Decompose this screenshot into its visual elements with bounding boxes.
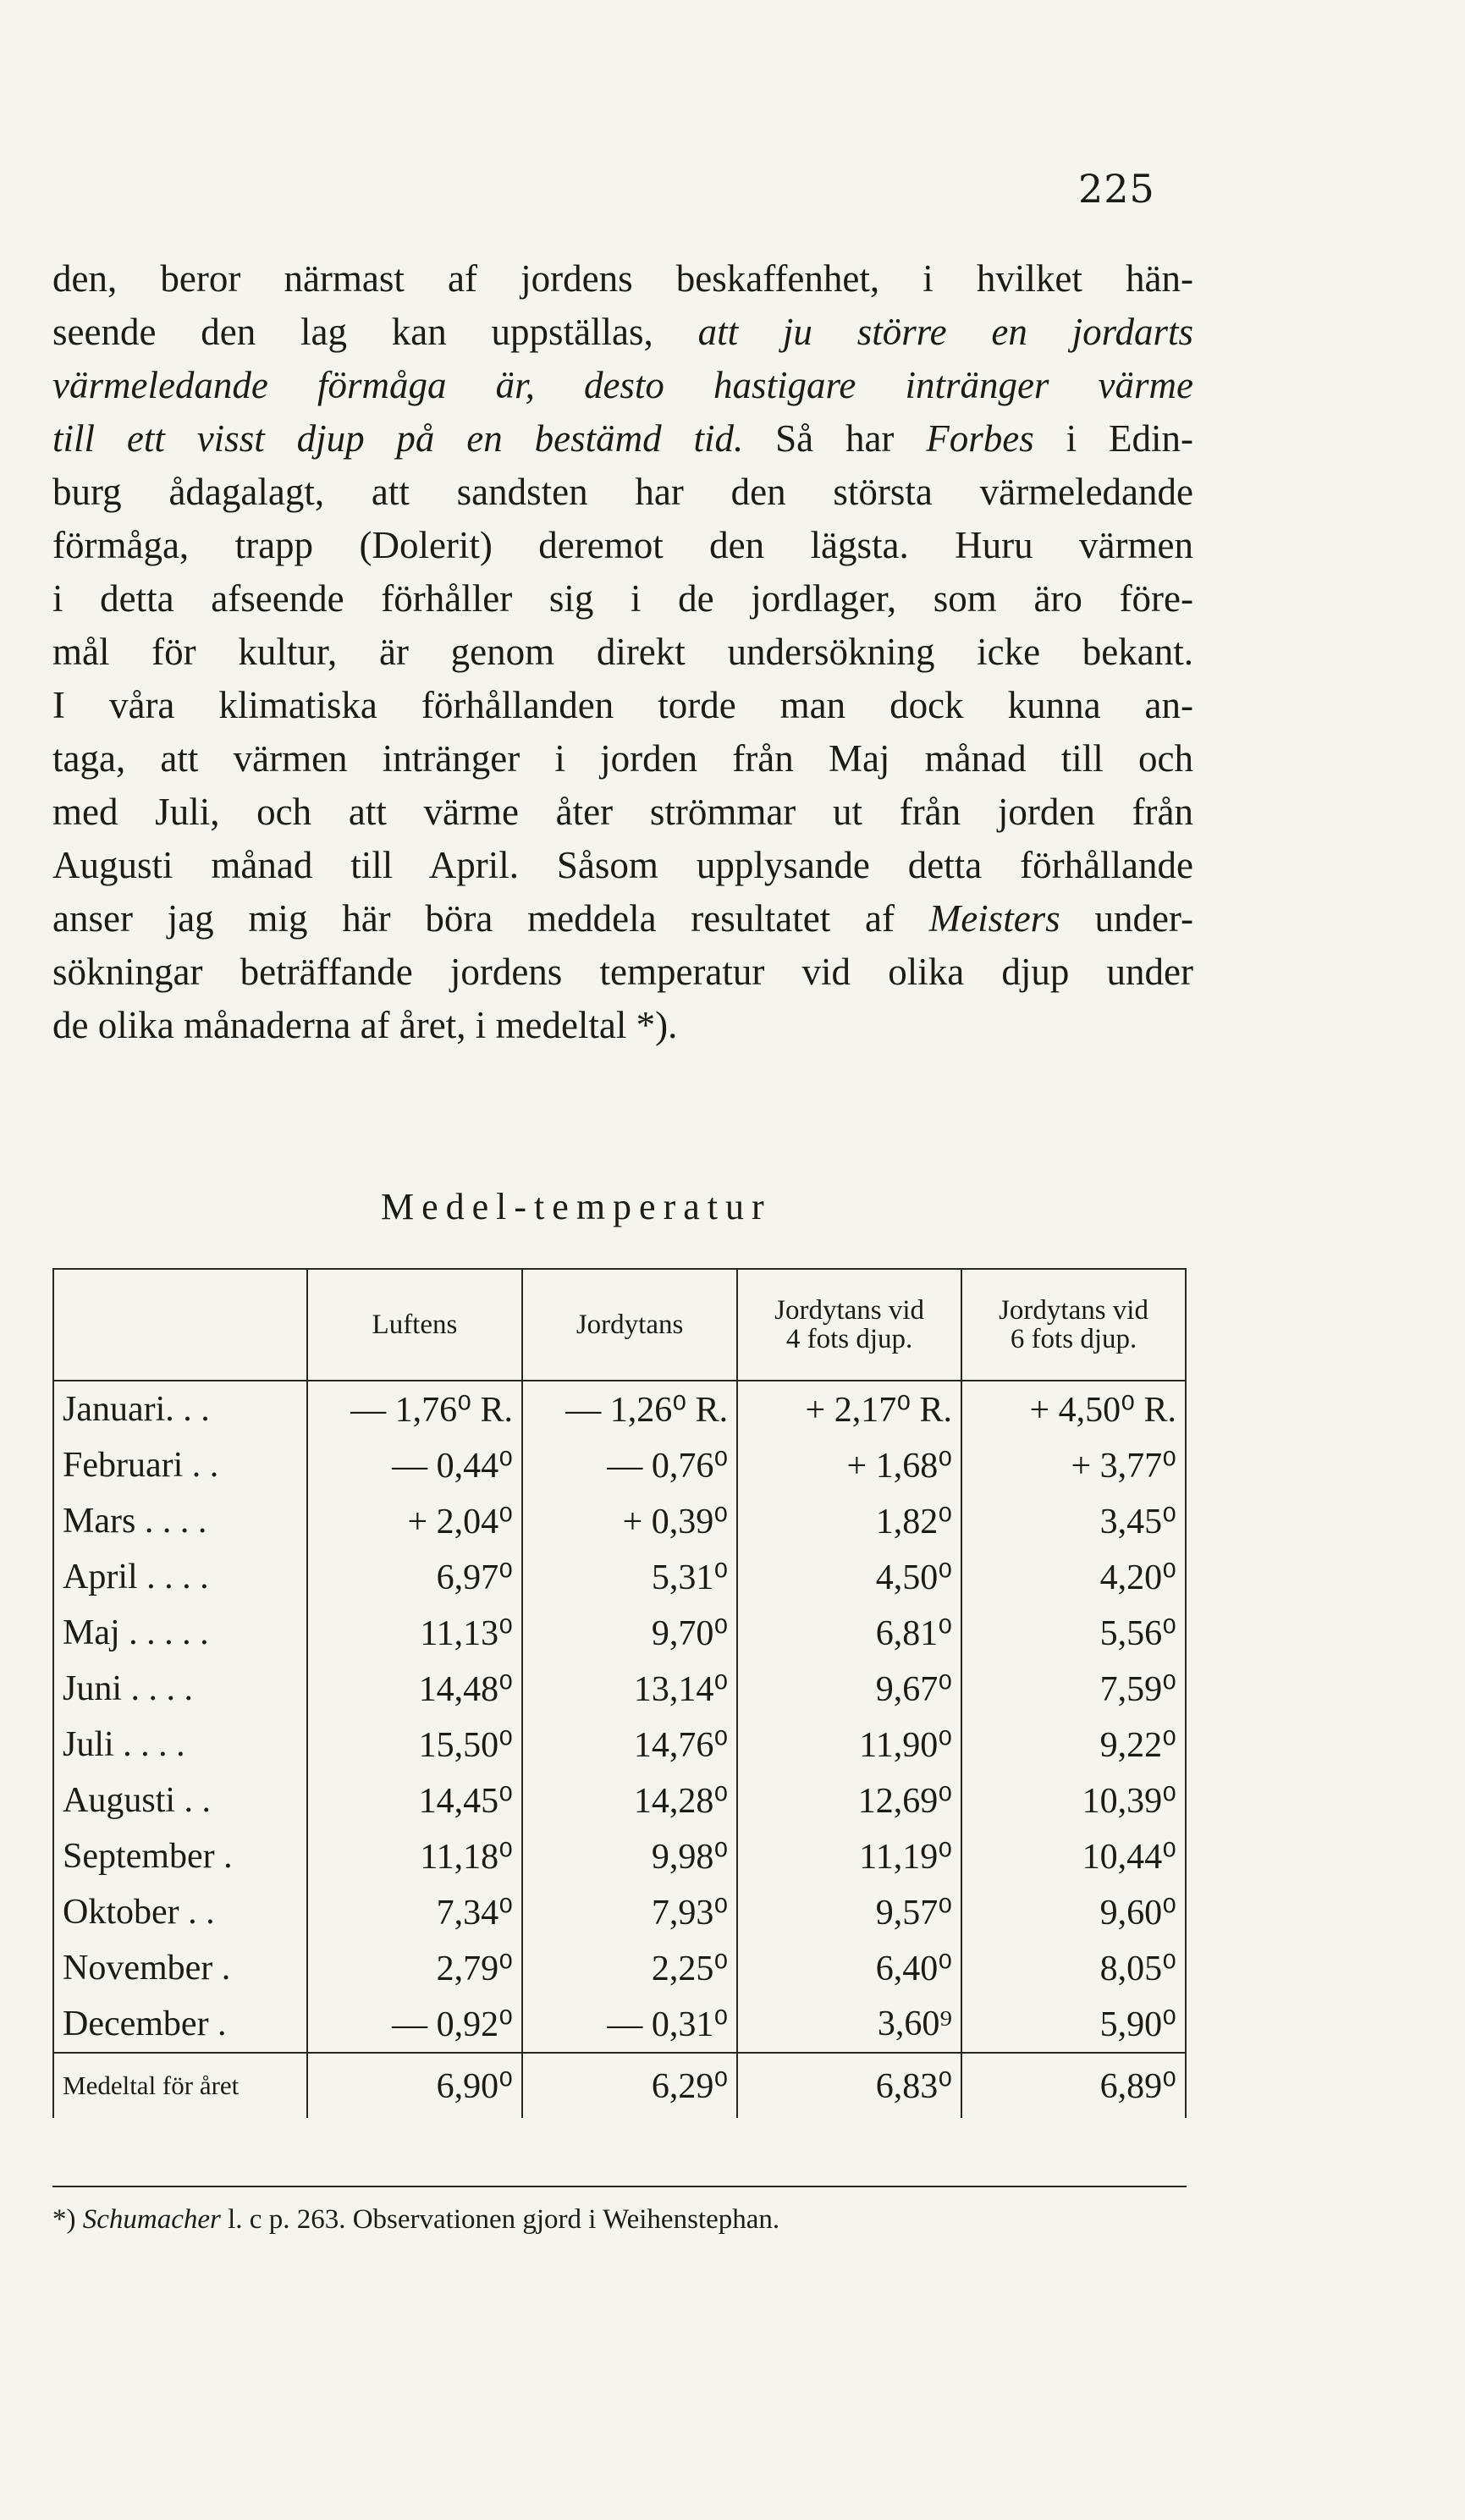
value-cell: 14,48⁰ — [307, 1661, 522, 1717]
text-line: I våra klimatiska förhållanden torde man dock kunna an- — [52, 684, 1193, 726]
month-cell: Januari. . . — [53, 1381, 307, 1437]
value-cell: 11,18⁰ — [307, 1828, 522, 1884]
value-cell: 3,60⁹ — [737, 1996, 961, 2053]
value-cell: 9,22⁰ — [961, 1717, 1186, 1773]
text-line: sökningar beträffande jordens temperatur vid olika djup under — [52, 951, 1193, 993]
header-air: Luftens — [307, 1269, 522, 1381]
value-cell: 9,60⁰ — [961, 1884, 1186, 1940]
table-title: Medel-temperatur — [381, 1186, 772, 1227]
table-row — [53, 1493, 1186, 1549]
month-cell: Augusti . . — [53, 1773, 307, 1828]
value-cell: + 2,17⁰ R. — [737, 1381, 961, 1437]
table-row — [53, 1996, 1186, 2053]
value-cell: 12,69⁰ — [737, 1773, 961, 1828]
value-cell: — 1,76⁰ R. — [307, 1381, 522, 1437]
page-number: 225 — [1078, 166, 1155, 212]
value-cell: 14,28⁰ — [522, 1773, 737, 1828]
value-cell: + 0,39⁰ — [522, 1493, 737, 1549]
value-cell: — 0,92⁰ — [307, 1996, 522, 2053]
value-cell: — 0,31⁰ — [522, 1996, 737, 2053]
value-cell: 6,81⁰ — [737, 1605, 961, 1661]
body-paragraph — [52, 252, 1193, 1052]
value-cell: 7,59⁰ — [961, 1661, 1186, 1717]
value-cell: 15,50⁰ — [307, 1717, 522, 1773]
table-row — [53, 1884, 1186, 1940]
value-cell: 6,83⁰ — [737, 2053, 961, 2118]
month-cell: Mars . . . . — [53, 1493, 307, 1549]
value-cell: 13,14⁰ — [522, 1661, 737, 1717]
value-cell: 2,79⁰ — [307, 1940, 522, 1996]
value-cell: 11,13⁰ — [307, 1605, 522, 1661]
temperature-table — [52, 1268, 1187, 2118]
value-cell: + 1,68⁰ — [737, 1437, 961, 1493]
value-cell: 9,98⁰ — [522, 1828, 737, 1884]
value-cell: 10,44⁰ — [961, 1828, 1186, 1884]
value-cell: 9,57⁰ — [737, 1884, 961, 1940]
value-cell: 4,20⁰ — [961, 1549, 1186, 1605]
value-cell: 6,97⁰ — [307, 1549, 522, 1605]
table-row — [53, 1549, 1186, 1605]
table-row — [53, 1828, 1186, 1884]
text-line: mål för kultur, är genom direkt undersökning icke bekant. — [52, 631, 1193, 673]
value-cell: — 1,26⁰ R. — [522, 1381, 737, 1437]
value-cell: 9,67⁰ — [737, 1661, 961, 1717]
text-line: värmeledande förmåga är, desto hastigare intränger värme — [52, 364, 1193, 406]
value-cell: 6,29⁰ — [522, 2053, 737, 2118]
value-cell: 5,56⁰ — [961, 1605, 1186, 1661]
table-row — [53, 1605, 1186, 1661]
month-cell: November . — [53, 1940, 307, 1996]
month-cell: Juli . . . . — [53, 1717, 307, 1773]
text-line: burg ådagalagt, att sandsten har den största värmeledande — [52, 471, 1193, 513]
value-cell: — 0,76⁰ — [522, 1437, 737, 1493]
month-cell: Oktober . . — [53, 1884, 307, 1940]
table-header-row — [53, 1269, 1186, 1381]
month-cell: April . . . . — [53, 1549, 307, 1605]
value-cell: 3,45⁰ — [961, 1493, 1186, 1549]
value-cell: 4,50⁰ — [737, 1549, 961, 1605]
table-row — [53, 1940, 1186, 1996]
value-cell: 11,19⁰ — [737, 1828, 961, 1884]
table-row — [53, 1661, 1186, 1717]
text-line: de olika månaderna af året, i medeltal *). — [52, 1004, 678, 1046]
text-line: i detta afseende förhåller sig i de jordlager, som äro före- — [52, 577, 1193, 620]
table-row — [53, 1773, 1186, 1828]
footnote: *) Schumacher l. c p. 263. Observationen gjord i Weihenstephan. — [52, 2186, 1187, 2236]
temperature-table-wrapper — [52, 1268, 1187, 2118]
value-cell: 10,39⁰ — [961, 1773, 1186, 1828]
table-row — [53, 1381, 1186, 1437]
value-cell: 6,40⁰ — [737, 1940, 961, 1996]
value-cell: 6,90⁰ — [307, 2053, 522, 2118]
value-cell: 2,25⁰ — [522, 1940, 737, 1996]
month-cell: Juni . . . . — [53, 1661, 307, 1717]
header-depth-4: Jordytans vid 4 fots djup. — [737, 1269, 961, 1381]
value-cell: 7,93⁰ — [522, 1884, 737, 1940]
table-row — [53, 1717, 1186, 1773]
text-line: den, beror närmast af jordens beskaffenhet, i hvilket hän- — [52, 257, 1193, 300]
month-cell: Februari . . — [53, 1437, 307, 1493]
month-cell: Medeltal för året — [53, 2053, 307, 2118]
text-line: till ett visst djup på en bestämd tid. Så har Forbes i Edin- — [52, 417, 1193, 460]
text-line: Augusti månad till April. Såsom upplysande detta förhållande — [52, 844, 1193, 886]
value-cell: 14,45⁰ — [307, 1773, 522, 1828]
text-line: förmåga, trapp (Dolerit) deremot den lägsta. Huru värmen — [52, 524, 1193, 566]
text-line: taga, att värmen intränger i jorden från Maj månad till och — [52, 737, 1193, 780]
value-cell: 5,90⁰ — [961, 1996, 1186, 2053]
text-line: anser jag mig här böra meddela resultatet af Meisters under- — [52, 897, 1194, 940]
value-cell: + 3,77⁰ — [961, 1437, 1186, 1493]
value-cell: 7,34⁰ — [307, 1884, 522, 1940]
month-cell: Maj . . . . . — [53, 1605, 307, 1661]
header-depth-6: Jordytans vid 6 fots djup. — [961, 1269, 1186, 1381]
header-surface: Jordytans — [522, 1269, 737, 1381]
value-cell: + 4,50⁰ R. — [961, 1381, 1186, 1437]
value-cell: 14,76⁰ — [522, 1717, 737, 1773]
header-month — [53, 1269, 307, 1381]
value-cell: 1,82⁰ — [737, 1493, 961, 1549]
value-cell: + 2,04⁰ — [307, 1493, 522, 1549]
month-cell: December . — [53, 1996, 307, 2053]
table-row — [53, 1437, 1186, 1493]
value-cell: 9,70⁰ — [522, 1605, 737, 1661]
month-cell: September . — [53, 1828, 307, 1884]
value-cell: 11,90⁰ — [737, 1717, 961, 1773]
value-cell: 5,31⁰ — [522, 1549, 737, 1605]
value-cell: 6,89⁰ — [961, 2053, 1186, 2118]
text-line: seende den lag kan uppställas, att ju större en jordarts — [52, 311, 1193, 353]
text-line: med Juli, och att värme åter strömmar ut från jorden från — [52, 791, 1193, 833]
value-cell: 8,05⁰ — [961, 1940, 1186, 1996]
value-cell: — 0,44⁰ — [307, 1437, 522, 1493]
table-average-row — [53, 2053, 1186, 2118]
